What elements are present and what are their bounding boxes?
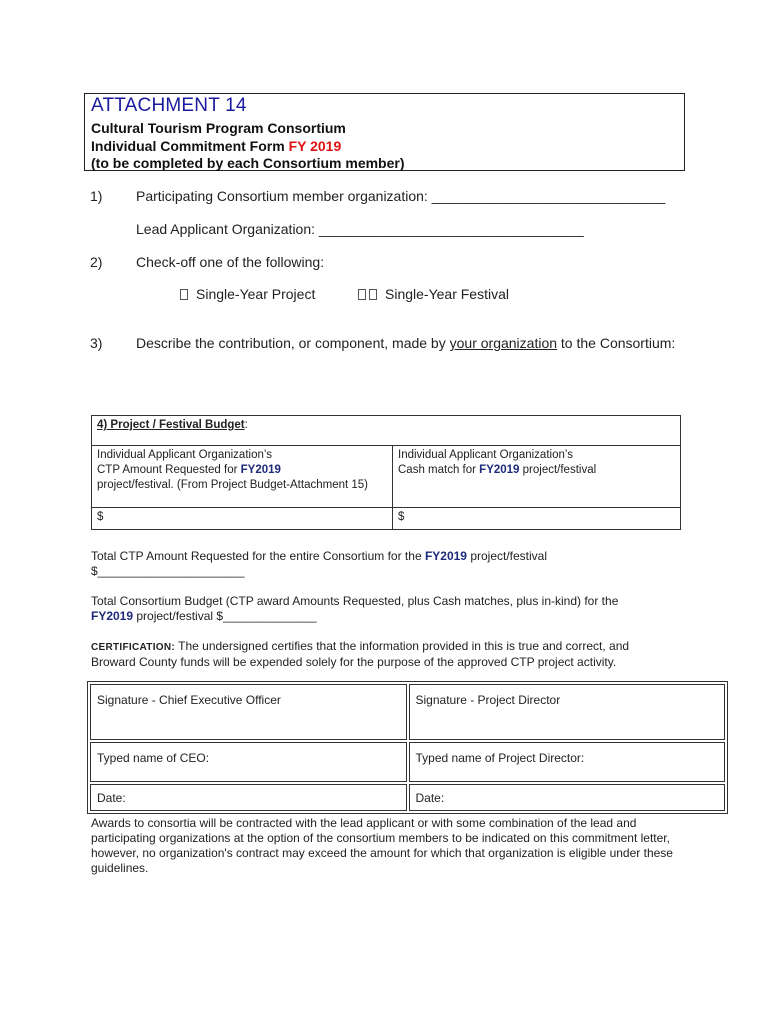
q1-participating-org-field[interactable]: Participating Consortium member organization: ______________________________ (136, 188, 666, 204)
ctp-amount-label: Individual Applicant Organization’s CTP Amount Requested for FY2019 project/festival. (From Project Budget-Attachment 15) (92, 446, 393, 508)
awards-note: Awards to consortia will be contracted with the lead applicant or with some combination of the lead and participating organizations at the option of the consortium members to be indicated on this commitment letter, however, no organization's contract may exceed the amount for which that organization is eligible under these guidelines. (91, 816, 673, 875)
q3-text: Describe the contribution, or component, made by your organization to the Consortium: (136, 335, 676, 351)
typed-name-ceo[interactable]: Typed name of CEO: (90, 742, 407, 782)
total-ctp-input[interactable]: $______________________ (91, 564, 245, 578)
total-consortium-budget: Total Consortium Budget (CTP award Amounts Requested, plus Cash matches, plus in-kind) for the FY2019 project/festival $______________ (91, 594, 619, 623)
budget-heading: 4) Project / Festival Budget: (92, 416, 681, 446)
cash-match-label: Individual Applicant Organization’s Cash match for FY2019 project/festival (393, 446, 681, 508)
q1-number: 1) (90, 188, 103, 204)
form-instruction: (to be completed by each Consortium member) (91, 155, 405, 171)
date-director[interactable]: Date: (409, 784, 726, 811)
cash-match-input[interactable]: $ (393, 508, 681, 530)
total-ctp-amount: Total CTP Amount Requested for the entire Consortium for the FY2019 project/festival $______________________ (91, 549, 548, 578)
budget-table (91, 415, 681, 530)
form-header (84, 93, 685, 171)
date-ceo[interactable]: Date: (90, 784, 407, 811)
q2-text: Check-off one of the following: (136, 254, 325, 270)
option-single-year-project[interactable]: Single-Year Project (180, 286, 315, 302)
checkbox-icon[interactable] (180, 289, 188, 300)
certification-statement: CERTIFICATION: The undersigned certifies that the information provided in this is true and correct, and Broward County funds will be expended solely for the purpose of the approved CTP project activity. (91, 639, 630, 669)
ctp-amount-input[interactable]: $ (92, 508, 393, 530)
signature-director[interactable]: Signature - Project Director (409, 684, 726, 740)
form-title: Individual Commitment Form FY 2019 (91, 138, 342, 154)
signature-table (87, 681, 728, 814)
checkbox-icon[interactable] (358, 289, 366, 300)
option-single-year-festival[interactable]: Single-Year Festival (358, 286, 509, 302)
q3-number: 3) (90, 335, 103, 351)
q1-lead-applicant-field[interactable]: Lead Applicant Organization: __________________________________ (136, 221, 584, 237)
attachment-title: ATTACHMENT 14 (91, 95, 247, 116)
program-title: Cultural Tourism Program Consortium (91, 120, 346, 136)
total-budget-input[interactable]: project/festival $______________ (133, 609, 317, 623)
checkbox-icon (369, 289, 377, 300)
q2-number: 2) (90, 254, 103, 270)
typed-name-director[interactable]: Typed name of Project Director: (409, 742, 726, 782)
form-fy: FY 2019 (288, 138, 342, 154)
certification-label: CERTIFICATION: (91, 642, 176, 653)
signature-ceo[interactable]: Signature - Chief Executive Officer (90, 684, 407, 740)
